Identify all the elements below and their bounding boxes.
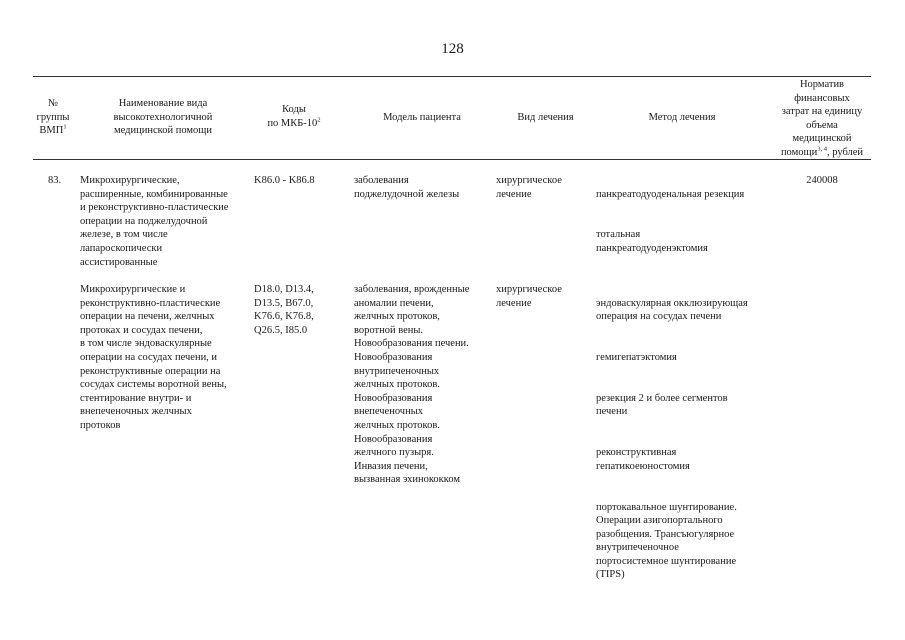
method-item: эндоваскулярная окклюзирующая операция на сосудах печени [596, 297, 748, 323]
row-care-type-name: Микрохирургические и реконструктивно-пластические операции на печени, желчных протоках и сосудах печени, в том числе эндоваскулярные операции на сосудах печени, и реконструктивные операции на сосудах системы воротной вены, стентирование внутри- и внепеченочных желчных протоков [80, 284, 227, 431]
header-treatment-type: Вид лечения [517, 112, 574, 123]
row-treatment-methods [596, 283, 774, 596]
header-treatment-method: Метод лечения [648, 112, 716, 123]
header-bottom-rule [33, 159, 871, 160]
header-patient-model: Модель пациента [383, 112, 461, 123]
row-treatment-type: хирургическое лечение [496, 175, 562, 200]
row-financial-cost: 240008 [806, 175, 838, 186]
row-patient-model: заболевания поджелудочной железы [354, 175, 460, 200]
method-item: панкреатодуоденальная резекция [596, 188, 745, 200]
header-icd-codes: Коды по МКБ-$10^2$ [267, 104, 321, 129]
table-top-rule [33, 76, 871, 77]
row-patient-model: заболевания, врожденные аномалии печени, желчных протоков, воротной вены. Новообразования печени. Новообразования внутрипеченочных желчных протоков. Новообразования внепеченочных желчных протоков. Новообразования желчного пузыря. Инвазия печени, вызванная эхинококком [354, 284, 470, 486]
header-care-type-name: Наименование вида высокотехнологичной медицинской помощи [113, 98, 213, 137]
row-group-number: 83. [48, 175, 62, 186]
page-number: 128 [441, 41, 464, 57]
header-group-number: № группы ВМП$^1$ [36, 98, 70, 137]
method-item: реконструктивная гепатикоеюностомия [596, 447, 690, 472]
row-icd-codes: K86.0 - K86.8 [254, 175, 315, 186]
method-item: резекция 2 и более сегментов печени [596, 392, 728, 418]
row-icd-codes: D18.0, D13.4, D13.5, B67.0, K76.6, K76.8, Q26.5, I85.0 [254, 284, 314, 336]
row-treatment-methods [596, 174, 774, 269]
method-item: тотальная панкреатодуоденэктомия [596, 229, 708, 254]
header-financial-cost: Норматив финансовых затрат на единицу объема медицинской помощи$^{3, 4}$, рублей [780, 79, 864, 158]
row-treatment-type: хирургическое лечение [496, 284, 562, 309]
method-item: гемигепатэктомия [596, 351, 677, 363]
row-care-type-name: Микрохирургические, расширенные, комбинированные и реконструктивно-пластические операции на поджелудочной железе, в том числе лапароскопически ассистированные [80, 175, 229, 268]
method-item: портокавальное шунтирование. Операции азигопортального разобщения. Трансъюгулярное внутрипеченочное портосистемное шунтирование (TIPS) [596, 501, 737, 581]
